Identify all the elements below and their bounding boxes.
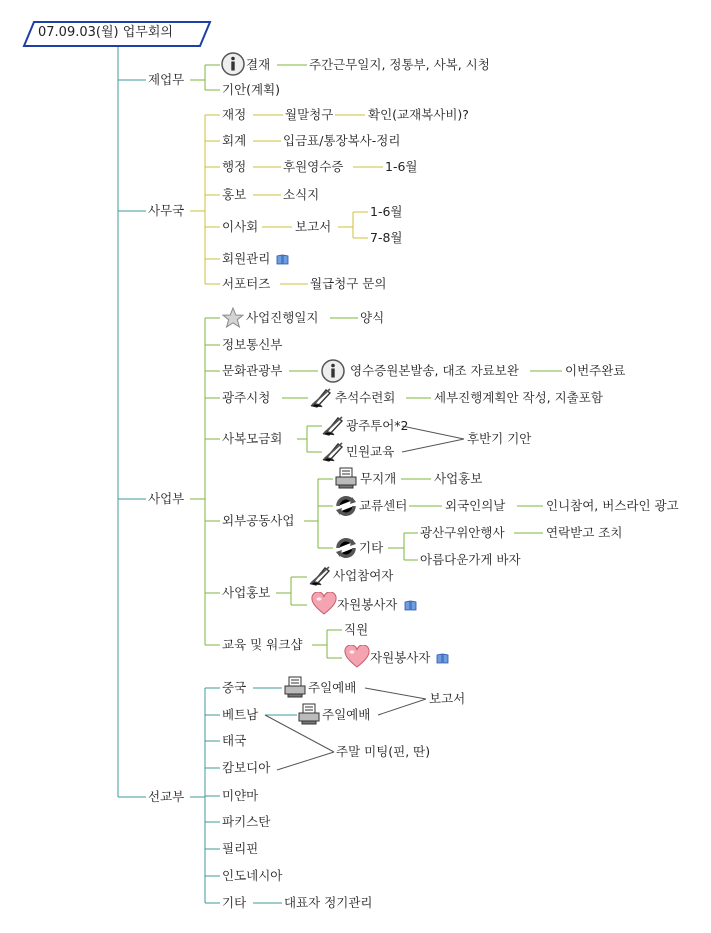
node-label[interactable]: 외부공동사업 <box>222 513 295 528</box>
node-label[interactable]: 필리핀 <box>222 841 259 856</box>
node-label[interactable]: 회원관리 <box>222 251 271 266</box>
branch-label[interactable]: 사업부 <box>148 491 185 506</box>
node-label[interactable]: 광주투어*2 <box>346 418 409 433</box>
node-label[interactable]: 행정 <box>222 159 247 174</box>
printer-icon <box>284 676 306 698</box>
node-label[interactable]: 보고서 <box>295 219 332 234</box>
info-icon <box>321 359 345 383</box>
no-edit-icon <box>310 386 334 408</box>
node-label[interactable]: 사복모금회 <box>222 431 283 446</box>
node-label[interactable]: 캄보디아 <box>222 760 271 775</box>
branch-label[interactable]: 제업무 <box>148 72 185 87</box>
node-label[interactable]: 대표자 정기관리 <box>284 895 373 910</box>
node-label[interactable]: 이사회 <box>222 219 259 234</box>
node-label[interactable]: 베트남 <box>222 707 259 722</box>
node-label[interactable]: 월급청구 문의 <box>310 276 387 291</box>
printer-icon <box>298 703 320 725</box>
node-label[interactable]: 추석수련회 <box>335 390 396 405</box>
book-icon <box>276 254 289 265</box>
printer-icon <box>335 467 357 489</box>
node-label[interactable]: 파키스탄 <box>222 814 271 829</box>
no-edit-icon <box>322 440 346 462</box>
node-label[interactable]: 1-6월 <box>370 204 403 219</box>
node-label[interactable]: 재정 <box>222 107 247 122</box>
merge-node-label[interactable]: 보고서 <box>429 691 466 706</box>
node-label[interactable]: 홍보 <box>222 187 247 202</box>
node-label[interactable]: 민원교육 <box>346 444 395 459</box>
node-label[interactable]: 인니참여, 버스라인 광고 <box>546 498 679 513</box>
node-label[interactable]: 후원영수증 <box>283 159 344 174</box>
node-label[interactable]: 외국인의날 <box>445 498 506 513</box>
node-label[interactable]: 문화관광부 <box>222 363 283 378</box>
node-label[interactable]: 중국 <box>222 680 247 695</box>
info-icon <box>221 52 245 76</box>
node-label[interactable]: 무지개 <box>360 471 397 486</box>
node-label[interactable]: 세부진행계획안 작성, 지출포함 <box>434 390 603 405</box>
node-label[interactable]: 직원 <box>344 622 369 637</box>
node-label[interactable]: 서포터즈 <box>222 276 271 291</box>
refresh-icon <box>334 494 358 518</box>
node-label[interactable]: 사업참여자 <box>333 568 394 583</box>
node-label[interactable]: 인도네시아 <box>222 868 283 883</box>
node-label[interactable]: 이번주완료 <box>565 363 626 378</box>
node-label[interactable]: 연락받고 조치 <box>546 525 623 540</box>
node-label[interactable]: 결재 <box>246 57 271 72</box>
node-label[interactable]: 사업홍보 <box>434 471 483 486</box>
node-label[interactable]: 주일예배 <box>308 680 357 695</box>
book-icon <box>404 600 417 611</box>
node-label[interactable]: 교육 및 워크샵 <box>222 637 303 652</box>
star-icon <box>222 307 244 329</box>
node-label[interactable]: 아름다운가게 바자 <box>420 552 521 567</box>
node-label[interactable]: 자원봉사자 <box>370 650 431 665</box>
branch-label[interactable]: 선교부 <box>148 789 185 804</box>
branch-label[interactable]: 사무국 <box>148 203 185 218</box>
heart-icon <box>311 592 337 616</box>
no-edit-icon <box>322 414 346 436</box>
book-icon <box>436 653 449 664</box>
heart-icon <box>344 645 370 669</box>
node-label[interactable]: 입금표/통장복사-정리 <box>283 133 401 148</box>
node-label[interactable]: 사업홍보 <box>222 585 271 600</box>
root-node-title: 07.09.03(월) 업무회의 <box>38 25 173 40</box>
node-label[interactable]: 광산구위안행사 <box>420 525 505 540</box>
merge-node-label[interactable]: 후반기 기안 <box>467 431 532 446</box>
node-label[interactable]: 주일예배 <box>322 707 371 722</box>
node-label[interactable]: 태국 <box>222 733 247 748</box>
node-label[interactable]: 주간근무일지, 정통부, 사복, 시청 <box>309 57 490 72</box>
node-label[interactable]: 소식지 <box>283 187 320 202</box>
node-label[interactable]: 회계 <box>222 133 247 148</box>
node-label[interactable]: 사업진행일지 <box>246 310 319 325</box>
node-label[interactable]: 기타 <box>359 540 384 555</box>
node-label[interactable]: 7-8월 <box>370 230 403 245</box>
node-label[interactable]: 미얀마 <box>222 788 259 803</box>
refresh-icon <box>334 536 358 560</box>
node-label[interactable]: 영수증원본발송, 대조 자료보완 <box>350 363 519 378</box>
node-label[interactable]: 월말청구 <box>285 107 334 122</box>
node-label[interactable]: 교류센터 <box>359 498 408 513</box>
node-label[interactable]: 광주시청 <box>222 390 271 405</box>
node-label[interactable]: 기안(계획) <box>222 82 281 97</box>
node-label[interactable]: 양식 <box>360 310 385 325</box>
node-label[interactable]: 1-6월 <box>385 159 418 174</box>
merge-node-label[interactable]: 주말 미팅(핀, 딴) <box>336 744 431 759</box>
no-edit-icon <box>309 564 333 586</box>
node-label[interactable]: 정보통신부 <box>222 337 283 352</box>
node-label[interactable]: 자원봉사자 <box>337 597 398 612</box>
node-label[interactable]: 기타 <box>222 895 247 910</box>
node-label[interactable]: 확인(교재복사비)? <box>368 107 469 122</box>
